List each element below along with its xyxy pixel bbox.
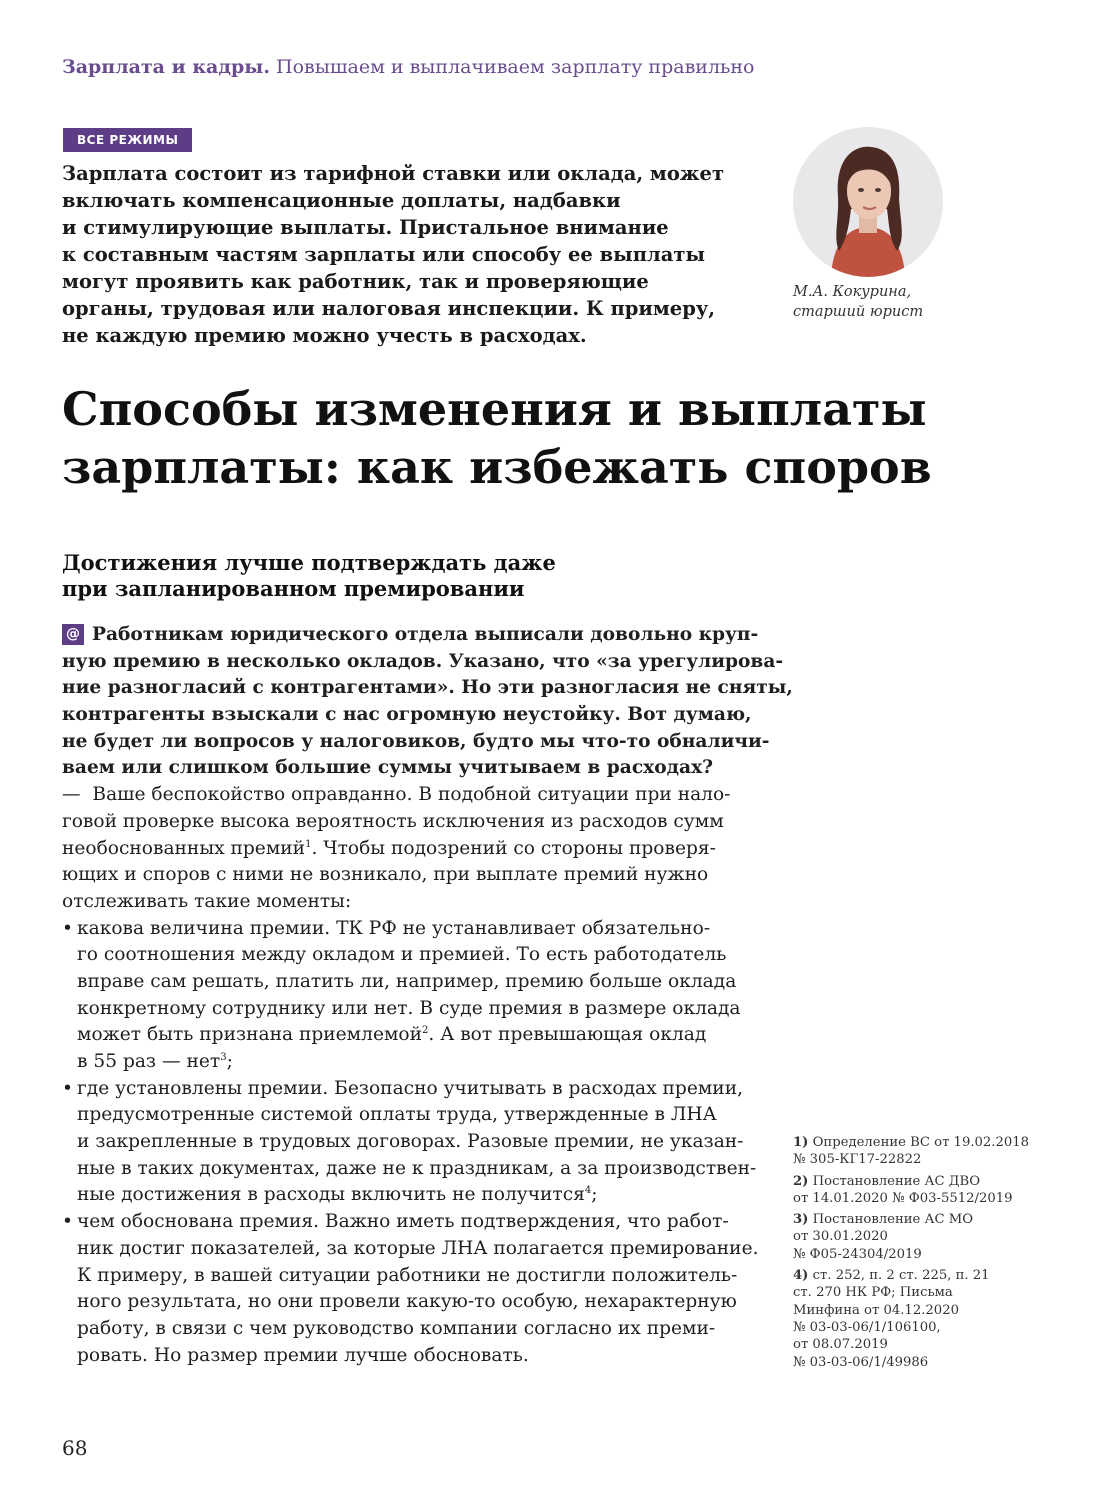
question-line: ние разногласий с контрагентами». Но эти разногласия не сняты, [62, 677, 793, 699]
bullet-icon: • [62, 1077, 73, 1099]
footnote: 1) Определение ВС от 19.02.2018 № 305-КГ17-22822 [793, 1135, 1030, 1168]
question-line: не будет ли вопросов у налоговиков, будто мы что-то обналичи- [62, 730, 770, 752]
author-portrait-icon [793, 127, 943, 277]
bullet-line: конкретному сотруднику или нет. В суде премия в размере оклада [77, 997, 741, 1019]
header-topic: Повышаем и выплачиваем зарплату правильно [276, 56, 755, 78]
answer-line: — Ваше беспокойство оправданно. В подобной ситуации при нало- [62, 784, 731, 806]
bullet-line: может быть признана приемлемой$^2$. А вот превышающая оклад [77, 1024, 707, 1046]
bullet-line: вправе сам решать, платить ли, например, премию больше оклада [77, 970, 737, 992]
bullet-line: го соотношения между окладом и премией. То есть работодатель [77, 944, 727, 966]
page-number: 68 [62, 1436, 88, 1460]
footnote-ref: 3 [220, 1051, 227, 1063]
author-caption [793, 282, 923, 322]
subtitle-line: Достижения лучше подтверждать даже [62, 550, 556, 575]
footnote-number: 4) [793, 1268, 809, 1284]
lead-line: включать компенсационные доплаты, надбавки [62, 189, 621, 212]
title-line: Способы изменения и выплаты [62, 382, 927, 436]
footnote-ref: 2 [422, 1025, 429, 1037]
question-line: ную премию в несколько окладов. Указано, что «за урегулирова- [62, 650, 784, 672]
header-section: Зарплата и кадры. [62, 56, 270, 78]
footnote: 2) Постановление АС ДВО от 14.01.2020 № Ф03-5512/2019 [793, 1173, 1013, 1206]
bullet-line: ного результата, но они провели какую-то особую, нехарактерную [77, 1291, 737, 1313]
bullet-icon: • [62, 917, 73, 939]
subtitle-line: при запланированном премировании [62, 576, 525, 601]
bullet-line: и закрепленные в трудовых договорах. Разовые премии, не указан- [77, 1131, 744, 1153]
bullet-line: ник достиг показателей, за которые ЛНА полагается премирование. [77, 1237, 759, 1259]
answer-line: отслеживать такие моменты: [62, 890, 352, 912]
footnote-ref: 4 [584, 1185, 592, 1197]
bullet-line: • где установлены премии. Безопасно учитывать в расходах премии, [62, 1076, 752, 1103]
at-sign-icon: @ [62, 624, 84, 645]
footnotes [793, 1134, 1033, 1375]
footnote-number: 1) [793, 1135, 809, 1150]
footnote: 3) Постановление АС МО от 30.01.2020 № Ф05-24304/2019 [793, 1212, 974, 1262]
answer-line: говой проверке высока вероятность исключения из расходов сумм [62, 810, 724, 832]
author-name: М.А. Кокурина, [793, 284, 912, 300]
question-line: ваем или слишком большие суммы учитываем в расходах? [62, 757, 714, 779]
bullet-line: • чем обоснована премия. Важно иметь подтверждения, что работ- [62, 1209, 752, 1236]
footnote-ref: 1 [305, 838, 312, 850]
running-header [62, 56, 754, 78]
question-line: контрагенты взыскали с нас огромную неустойку. Вот думаю, [62, 704, 752, 726]
answer-line: необоснованных премий$^1$. Чтобы подозрений со стороны проверя- [62, 837, 716, 859]
bullet-icon: • [62, 1211, 73, 1233]
section-subtitle [62, 550, 556, 602]
bullet-line: ровать. Но размер премии лучше обосновать. [77, 1344, 529, 1366]
lead-line: органы, трудовая или налоговая инспекции. К примеру, [62, 297, 716, 320]
bullet-line: ные достижения в расходы включить не получится$^4$; [77, 1184, 598, 1206]
answer-dash: — [62, 784, 81, 806]
bullet-line: К примеру, в вашей ситуации работники не достигли положитель- [77, 1264, 738, 1286]
lead-line: могут проявить как работник, так и проверяющие [62, 270, 649, 293]
lead-paragraph [62, 160, 762, 349]
lead-line: Зарплата состоит из тарифной ставки или оклада, может [62, 162, 725, 185]
article-title [62, 380, 932, 496]
footnote: 4) ст. 252, п. 2 ст. 225, п. 21 ст. 270 НК РФ; Письма Минфина от 04.12.2020 № 03-03-06/1/106100, от 08.07.2019 № 03-03-06/1/49986 [793, 1268, 990, 1370]
author-photo [793, 127, 943, 277]
lead-line: не каждую премию можно учесть в расходах. [62, 324, 587, 347]
lead-line: к составным частям зарплаты или способу ее выплаты [62, 243, 705, 266]
question-line: @ Работникам юридического отдела выписали довольно круп- [62, 622, 752, 649]
lead-line: и стимулирующие выплаты. Пристальное внимание [62, 216, 669, 239]
bullet-line: работу, в связи с чем руководство компании согласно их преми- [77, 1317, 716, 1339]
bullet-line: в 55 раз — нет$^3$; [77, 1051, 233, 1072]
footnote-number: 3) [793, 1212, 809, 1228]
bullet-line: предусмотренные системой оплаты труда, утвержденные в ЛНА [77, 1104, 717, 1126]
bullet-line: ные в таких документах, даже не к праздникам, а за производствен- [77, 1157, 757, 1179]
footnote-number: 2) [793, 1173, 809, 1189]
author-role: старший юрист [793, 304, 924, 320]
answer-line: ющих и споров с ними не возникало, при выплате премий нужно [62, 864, 709, 886]
title-line: зарплаты: как избежать споров [62, 440, 932, 494]
article-body [62, 622, 793, 1369]
bullet-line: • какова величина премии. ТК РФ не устанавливает обязательно- [62, 916, 752, 943]
regime-badge: ВСЕ РЕЖИМЫ [63, 128, 192, 152]
